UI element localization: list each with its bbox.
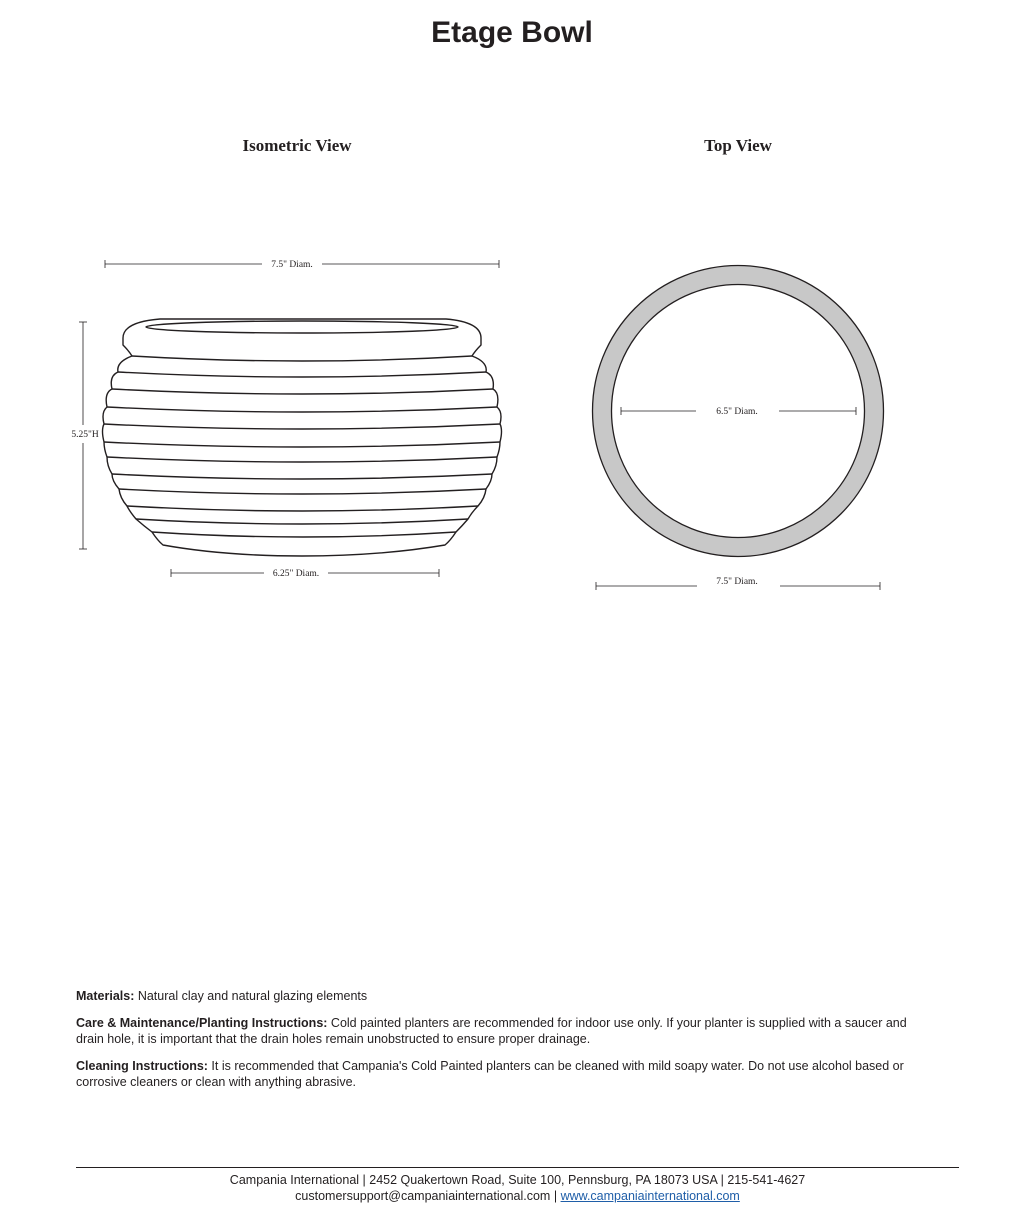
product-notes: [76, 988, 926, 1101]
page-title: Etage Bowl: [431, 16, 593, 49]
cleaning-note: [76, 1058, 926, 1090]
footer-website-link[interactable]: www.campaniainternational.com: [560, 1189, 740, 1203]
cleaning-text: It is recommended that Campania's Cold Painted planters can be cleaned with mild soapy water. Do not use alcohol based or corrosive cleaners or clean with anything abrasive.: [76, 1059, 904, 1089]
care-label: Care & Maintenance/Planting Instructions:: [76, 1016, 328, 1030]
top-view-heading: Top View: [704, 136, 772, 155]
materials-label: Materials:: [76, 989, 135, 1003]
footer-separator: |: [550, 1189, 561, 1203]
footer-email: customersupport@campaniainternational.com: [295, 1189, 551, 1203]
footer-address: Campania International | 2452 Quakertown Road, Suite 100, Pennsburg, PA 18073 USA | 215-541-4627: [229, 1173, 806, 1187]
care-note: [76, 1015, 926, 1047]
cleaning-label: Cleaning Instructions:: [76, 1059, 208, 1073]
footer-contact: [76, 1188, 959, 1204]
top-inner-diameter-label: 6.5" Diam.: [716, 407, 758, 417]
footer: [76, 1172, 959, 1204]
footer-divider: [76, 1167, 959, 1168]
iso-base-diameter-label: 6.25" Diam.: [272, 569, 320, 579]
bowl-isometric-drawing: [103, 319, 502, 556]
materials-text: Natural clay and natural glazing elements: [134, 989, 368, 1003]
materials-note: [76, 988, 926, 1004]
iso-height-label: 5.25"H: [71, 430, 99, 440]
iso-top-diameter-label: 7.5" Diam.: [271, 260, 313, 270]
top-outer-diameter-label: 7.5" Diam.: [716, 577, 758, 587]
isometric-view-heading: Isometric View: [242, 136, 352, 155]
care-text: Cold painted planters are recommended for indoor use only. If your planter is supplied with a saucer and drain hole, it is important that the drain holes remain unobstructed to ensure proper drainage.: [76, 1016, 907, 1046]
